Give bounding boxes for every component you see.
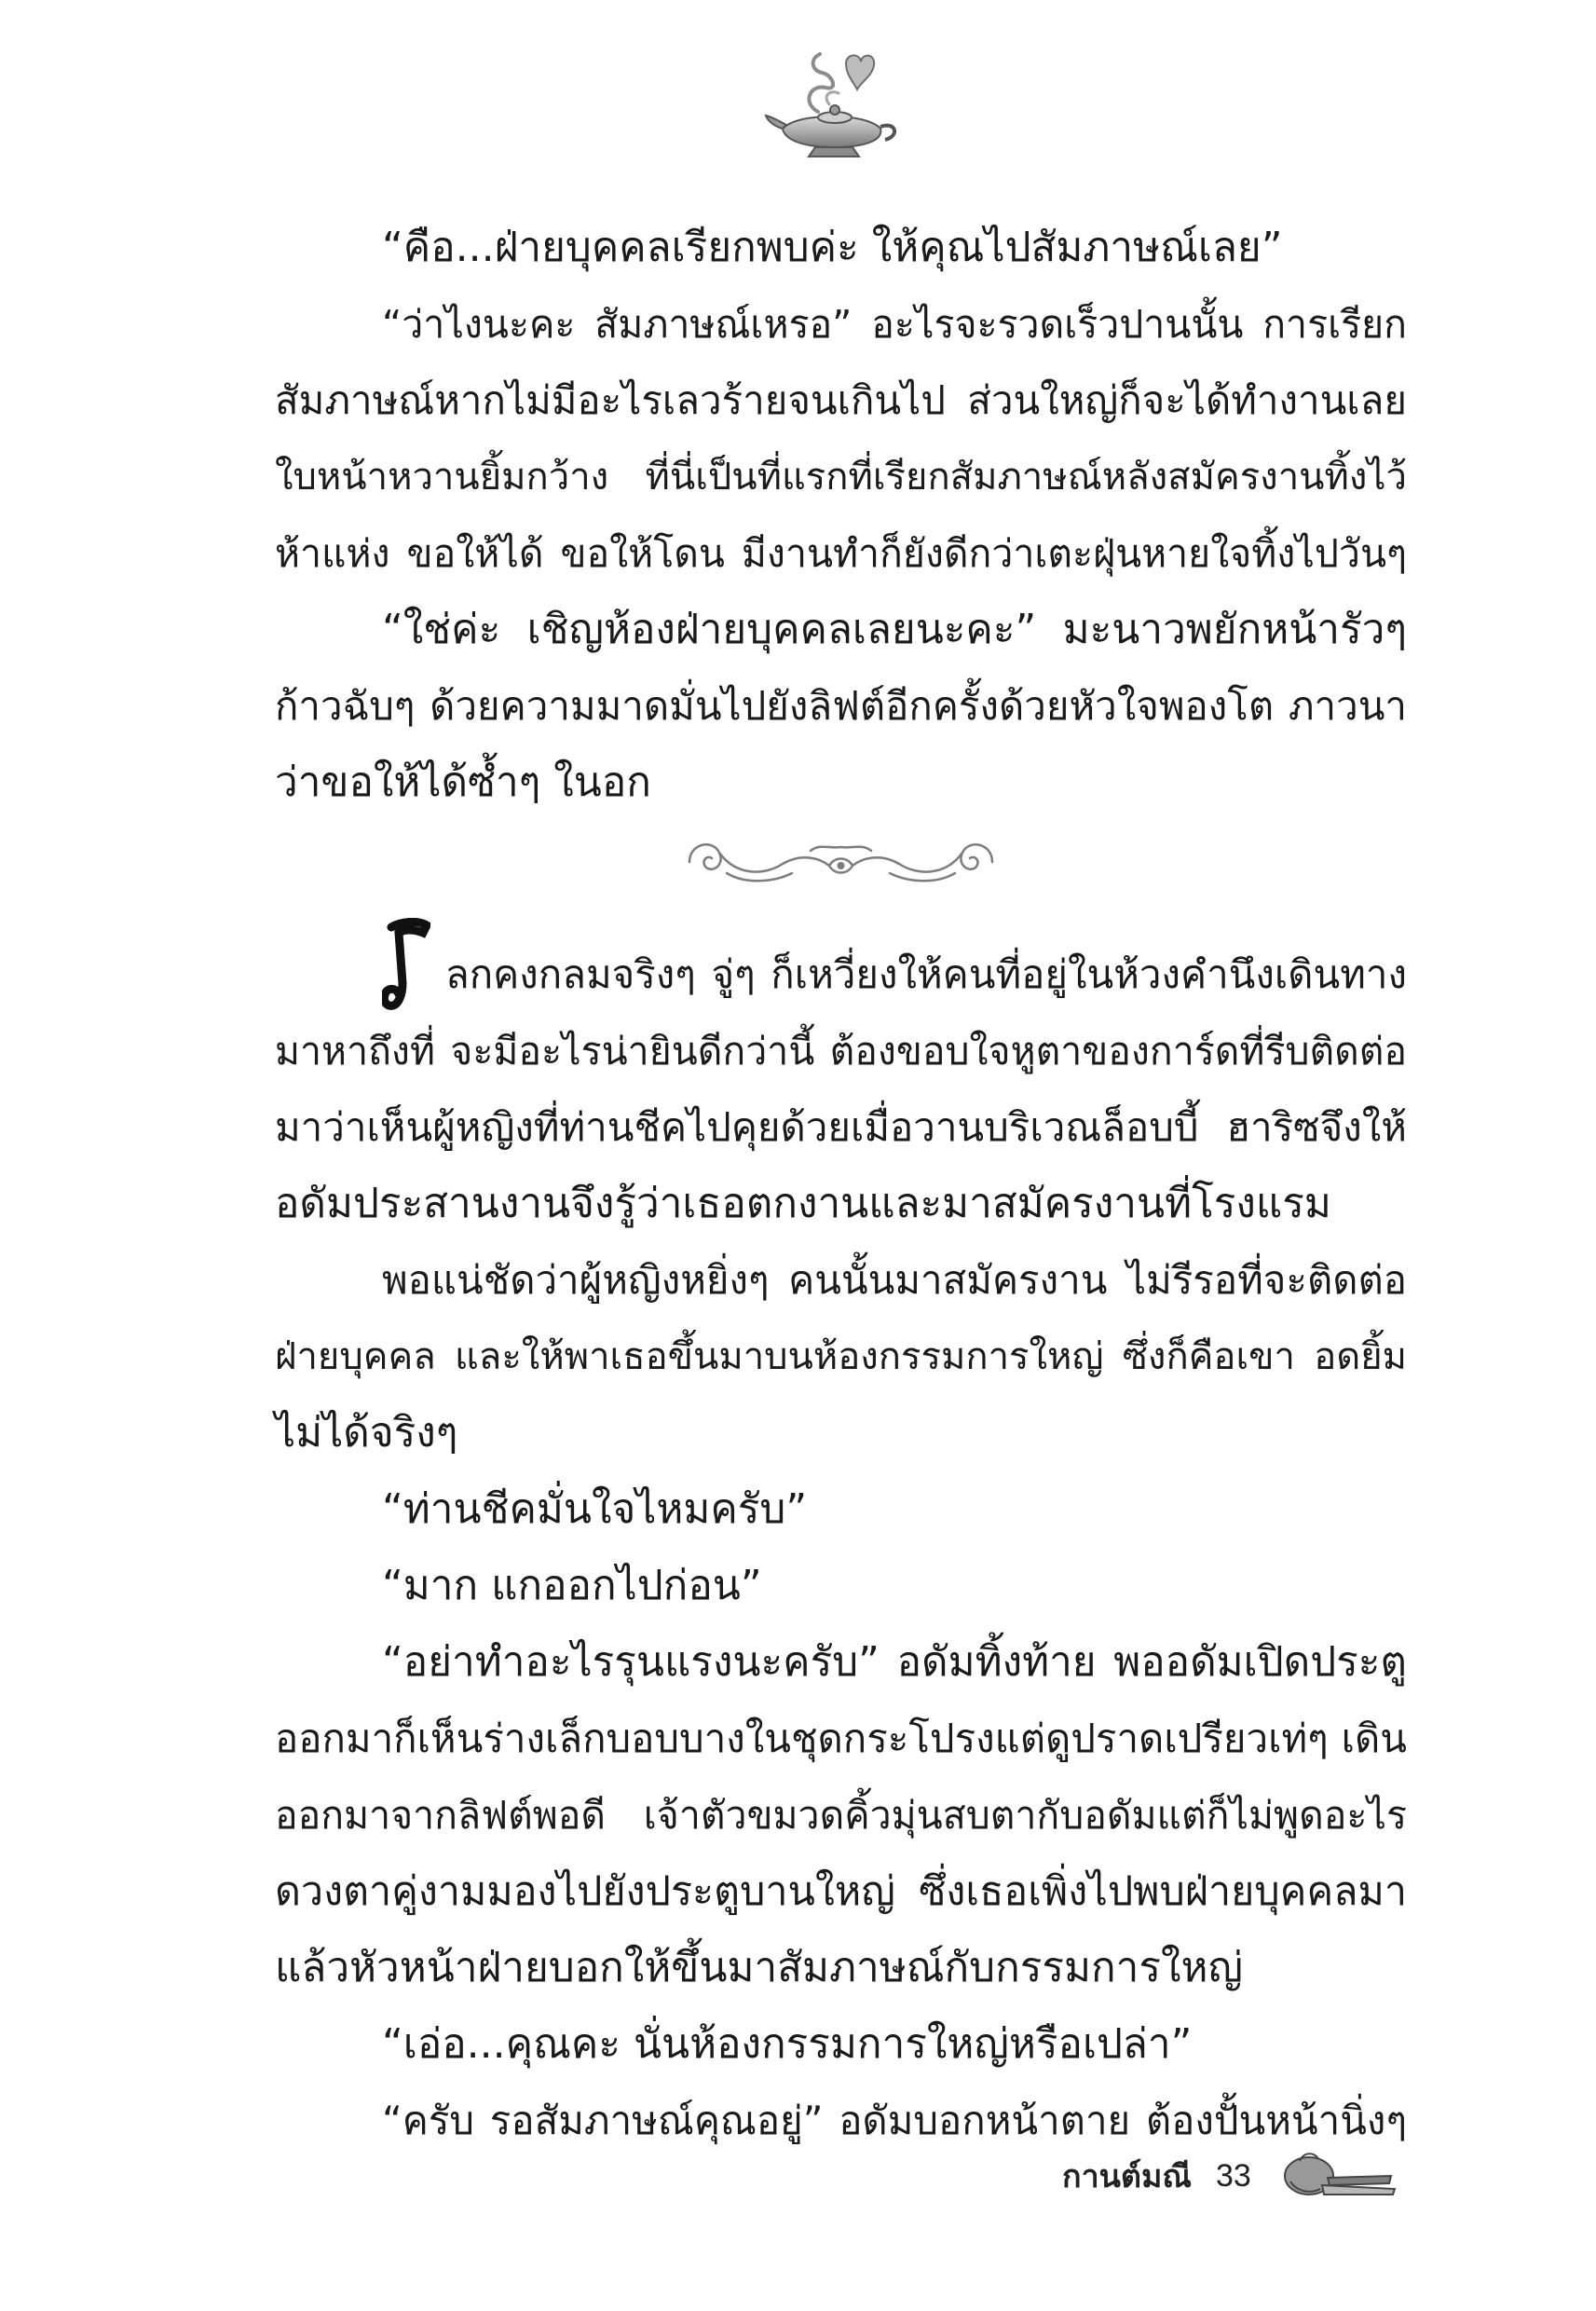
text-line: ว่าขอให้ได้ซ้ำๆ ในอก — [275, 759, 651, 806]
page-footer — [1062, 2143, 1402, 2208]
text-line: “ท่านชีคมั่นใจไหมครับ” — [382, 1485, 808, 1533]
text-line: ห้าแห่ง ขอให้ได้ ขอให้โดน มีงานทำก็ยังดีกว่าเตะฝุ่นหายใจทิ้งไปวันๆ — [275, 531, 1407, 576]
text-line: ก้าวฉับๆ ด้วยความมาดมั่นไปยังลิฟต์อีกครั้งด้วยหัวใจพองโต ภาวนา — [275, 683, 1407, 729]
text-block-top — [275, 210, 1407, 821]
text-line: สัมภาษณ์หากไม่มีอะไรเลวร้ายจนเกินไป ส่วนใหญ่ก็จะได้ทำงานเลย — [275, 377, 1407, 423]
text-line: ดวงตาคู่งามมองไปยังประตูบานใหญ่ ซึ่งเธอเพิ่งไปพบฝ่ายบุคคลมา — [275, 1868, 1407, 1915]
page-number: 33 — [1215, 2157, 1251, 2194]
text-line: ไม่ได้จริงๆ — [275, 1409, 458, 1456]
genie-lamp-icon — [764, 47, 904, 163]
text-line: “ครับ รอสัมภาษณ์คุณอยู่” อดัมบอกหน้าตาย ต้องปั้นหน้านิ่งๆ — [382, 2098, 1407, 2143]
text-line: ออกมาก็เห็นร่างเล็กบอบบางในชุดกระโปรงแต่ดูปราดเปรียวเท่ๆ เดิน — [275, 1716, 1407, 1761]
ornamental-divider-icon — [680, 825, 1002, 899]
text-line: ลกคงกลมจริงๆ จู่ๆ ก็เหวี่ยงให้คนที่อยู่ในห้วงคำนึงเดินทาง — [445, 951, 1407, 997]
text-line: อดัมประสานงานจึงรู้ว่าเธอตกงานและมาสมัครงานที่โรงแรม — [275, 1180, 1331, 1227]
text-line: ฝ่ายบุคคล และให้พาเธอขึ้นมาบนห้องกรรมการใหญ่ ซึ่งก็คือเขา อดยิ้ม — [275, 1335, 1407, 1378]
text-line: “ว่าไงนะคะ สัมภาษณ์เหรอ” อะไรจะรวดเร็วปานนั้น การเรียก — [382, 302, 1407, 347]
text-line: มาหาถึงที่ จะมีอะไรน่ายินดีกว่านี้ ต้องขอบใจหูตาของการ์ดที่รีบติดต่อ — [275, 1029, 1407, 1073]
text-line: แล้วหัวหน้าฝ่ายบอกให้ขึ้นมาสัมภาษณ์กับกรรมการใหญ่ — [275, 1944, 1243, 1991]
text-block-bottom — [275, 937, 1407, 2159]
vegetables-icon — [1272, 2148, 1402, 2204]
text-line: “เอ่อ...คุณคะ นั่นห้องกรรมการใหญ่หรือเปล่า” — [382, 2020, 1193, 2068]
text-line: “ใช่ค่ะ เชิญห้องฝ่ายบุคคลเลยนะคะ” มะนาวพยักหน้ารัวๆ — [382, 606, 1407, 653]
text-line: “คือ...ฝ่ายบุคคลเรียกพบค่ะ ให้คุณไปสัมภาษณ์เลย” — [382, 224, 1283, 271]
drop-cap-letter — [430, 918, 431, 919]
text-line: มาว่าเห็นผู้หญิงที่ท่านชีคไปคุยด้วยเมื่อวานบริเวณล็อบบี้ ฮาริซจึงให้ — [275, 1104, 1407, 1150]
book-title: กานต์มณี — [1062, 2158, 1192, 2195]
text-line: พอแน่ชัดว่าผู้หญิงหยิ่งๆ คนนั้นมาสมัครงาน ไม่รีรอที่จะติดต่อ — [382, 1257, 1407, 1303]
text-line: ใบหน้าหวานยิ้มกว้าง ที่นี่เป็นที่แรกที่เรียกสัมภาษณ์หลังสมัครงานทิ้งไว้ — [275, 456, 1407, 499]
text-line: “มาก แกออกไปก่อน” — [382, 1562, 762, 1609]
text-line: “อย่าทำอะไรรุนแรงนะครับ” อดัมทิ้งท้าย พออดัมเปิดประตู — [382, 1638, 1407, 1686]
text-line: ออกมาจากลิฟต์พอดี เจ้าตัวขมวดคิ้วมุ่นสบตากับอดัมแต่ก็ไม่พูดอะไร — [275, 1793, 1407, 1838]
